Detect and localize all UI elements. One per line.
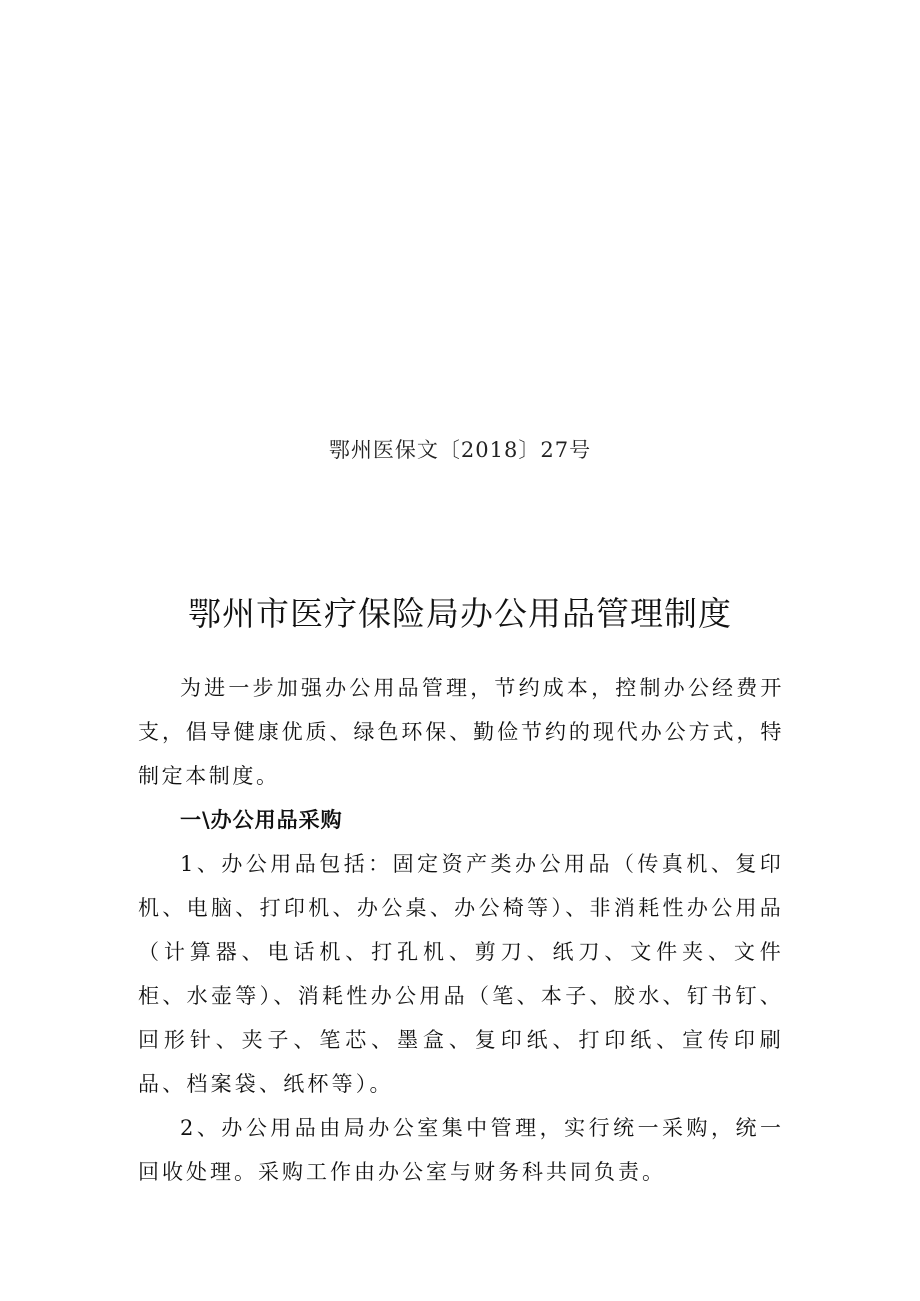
document-title: 鄂州市医疗保险局办公用品管理制度 (188, 594, 732, 633)
item-2-paragraph: 2、办公用品由局办公室集中管理，实行统一采购，统一回收处理。采购工作由办公室与财务科共同负责。 (138, 1116, 784, 1184)
section-heading-procurement: 一\办公用品采购 (180, 808, 343, 832)
intro-paragraph: 为进一步加强办公用品管理，节约成本，控制办公经费开支，倡导健康优质、绿色环保、勤俭节约的现代办公方式，特制定本制度。 (138, 676, 784, 788)
item-1-paragraph: 1、办公用品包括：固定资产类办公用品（传真机、复印机、电脑、打印机、办公桌、办公椅等）、非消耗性办公用品（计算器、电话机、打孔机、剪刀、纸刀、文件夹、文件柜、水壶等）、消耗性办公用品（笔、本子、胶水、钉书钉、回形针、夹子、笔芯、墨盒、复印纸、打印纸、宣传印刷品、档案袋、纸杯等）。 (138, 852, 784, 1096)
document-body (138, 666, 784, 1194)
document-number: 鄂州医保文〔2018〕27号 (328, 438, 592, 462)
